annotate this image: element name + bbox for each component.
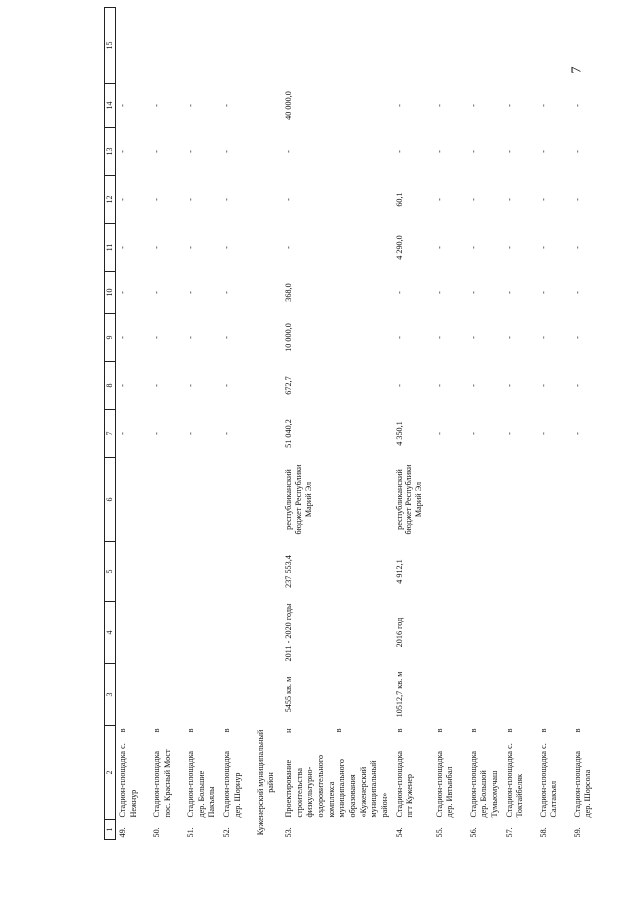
- type-marker: н в: [283, 728, 343, 733]
- value-col-14: -: [394, 150, 404, 153]
- type-marker: в: [118, 728, 127, 733]
- value-col-5: [537, 602, 571, 664]
- table-row: [571, 8, 605, 840]
- value-col-7: республиканский бюджет Республики Марий Эл: [394, 464, 424, 535]
- table-row: [184, 8, 220, 840]
- object-name: Стадион-площадка пос. Красный Мост: [152, 749, 172, 818]
- section-row: [254, 8, 282, 840]
- column-header-1: 1: [105, 820, 116, 840]
- row-number: 52.: [221, 827, 231, 838]
- value-col-11: -: [221, 291, 231, 294]
- object-name: Стадион-площадка пгт Куженер: [394, 750, 415, 818]
- value-col-4: [571, 664, 605, 726]
- row-number: 51.: [186, 827, 195, 838]
- value-col-5: [433, 602, 467, 664]
- empty-cell: [254, 84, 282, 128]
- row-number: 54.: [394, 827, 404, 838]
- value-col-14: -: [504, 150, 514, 153]
- value-col-10: -: [118, 336, 127, 339]
- table-row: [503, 8, 537, 840]
- value-col-6: [537, 542, 571, 602]
- value-col-9: -: [434, 384, 444, 387]
- value-col-12: -: [468, 246, 478, 249]
- value-col-6: [150, 542, 184, 602]
- value-col-4: [503, 664, 537, 726]
- row-number: 59.: [572, 827, 582, 838]
- spacer-cell: [537, 8, 571, 84]
- value-col-7: [116, 458, 151, 542]
- empty-cell: [254, 128, 282, 176]
- value-col-13: -: [434, 198, 444, 201]
- value-col-8: -: [186, 432, 195, 435]
- type-marker: в: [468, 728, 478, 733]
- value-col-5: [503, 602, 537, 664]
- value-col-8: -: [152, 432, 161, 435]
- empty-cell: [254, 602, 282, 664]
- column-header-9: 9: [105, 314, 116, 362]
- value-col-10: -: [221, 336, 231, 339]
- value-col-6: 4 912,1: [394, 559, 404, 584]
- value-col-11: -: [572, 291, 582, 294]
- value-col-7: республиканский бюджет Республики Марий Эл: [283, 464, 313, 535]
- value-col-6: [503, 542, 537, 602]
- value-col-13: -: [221, 198, 231, 201]
- value-col-6: [467, 542, 503, 602]
- value-col-13: -: [572, 198, 582, 201]
- value-col-4: [467, 664, 503, 726]
- value-col-11: -: [434, 291, 444, 294]
- value-col-7: [184, 458, 220, 542]
- table-row: [537, 8, 571, 840]
- value-col-7: [503, 458, 537, 542]
- spacer-cell: [571, 8, 605, 84]
- page-number: 7: [569, 66, 585, 74]
- object-name: Стадион-площадка с. Салтакъял: [538, 743, 559, 818]
- value-col-13: 60,1: [394, 192, 404, 207]
- value-col-9: -: [468, 384, 478, 387]
- value-col-12: -: [538, 246, 548, 249]
- value-col-9: -: [572, 384, 582, 387]
- value-col-9: -: [394, 384, 404, 387]
- spacer-cell: [220, 8, 254, 84]
- value-col-15: -: [468, 104, 478, 107]
- object-name: Стадион-площадка дер. Шорнур: [221, 750, 242, 818]
- row-number: 49.: [118, 827, 127, 838]
- empty-cell: [254, 176, 282, 224]
- value-col-6: [184, 542, 220, 602]
- object-name: Стадион-площадка с. Нежнур: [118, 743, 138, 818]
- value-col-11: -: [186, 291, 195, 294]
- object-name: Стадион-площадка с. Токтайбеляк: [504, 743, 525, 818]
- value-col-5: [150, 602, 184, 664]
- value-col-7: [150, 458, 184, 542]
- value-col-11: -: [504, 291, 514, 294]
- value-col-8: -: [468, 432, 478, 435]
- value-col-6: [220, 542, 254, 602]
- value-col-11: 368,0: [283, 283, 293, 302]
- spacer-cell: [433, 8, 467, 84]
- value-col-12: -: [118, 246, 127, 249]
- spacer-cell: [467, 8, 503, 84]
- table-row: [150, 8, 184, 840]
- value-col-10: -: [468, 336, 478, 339]
- column-header-14: 14: [105, 84, 116, 128]
- value-col-7: [467, 458, 503, 542]
- value-col-5: [184, 602, 220, 664]
- value-col-8: -: [572, 432, 582, 435]
- column-header-10: 10: [105, 272, 116, 314]
- value-col-10: -: [152, 336, 161, 339]
- value-col-13: -: [538, 198, 548, 201]
- row-number: 55.: [434, 827, 444, 838]
- table-row: [393, 8, 433, 840]
- empty-cell: [254, 664, 282, 726]
- value-col-11: -: [118, 291, 127, 294]
- table-row: [220, 8, 254, 840]
- value-col-8: -: [504, 432, 514, 435]
- value-col-9: -: [186, 384, 195, 387]
- value-col-15: -: [504, 104, 514, 107]
- object-name: Стадион-площадка дер. Большой Тумьюмучаш: [468, 750, 499, 818]
- value-col-15: -: [118, 104, 127, 107]
- value-col-12: -: [572, 246, 582, 249]
- empty-cell: [254, 314, 282, 362]
- object-name: Стадион-площадка дер. Большие Пакъялы: [186, 750, 217, 818]
- value-col-14: -: [572, 150, 582, 153]
- value-col-5: [220, 602, 254, 664]
- value-col-13: -: [283, 198, 293, 201]
- value-col-14: -: [186, 150, 195, 153]
- value-col-14: -: [468, 150, 478, 153]
- value-col-11: -: [538, 291, 548, 294]
- rotated-table-frame: [104, 10, 624, 840]
- value-col-9: -: [504, 384, 514, 387]
- empty-cell: [254, 8, 282, 84]
- value-col-9: 672,7: [283, 376, 293, 395]
- value-col-10: -: [394, 336, 404, 339]
- value-col-11: -: [394, 291, 404, 294]
- type-marker: в: [152, 728, 161, 733]
- row-number: 53.: [283, 827, 293, 838]
- value-col-4: [116, 664, 151, 726]
- value-col-10: -: [538, 336, 548, 339]
- value-col-9: -: [538, 384, 548, 387]
- value-col-12: -: [186, 246, 195, 249]
- value-col-4: [150, 664, 184, 726]
- column-header-2: 2: [105, 726, 116, 820]
- value-col-14: -: [221, 150, 231, 153]
- value-col-6: [433, 542, 467, 602]
- empty-cell: [254, 410, 282, 458]
- value-col-5: 2016 год: [394, 617, 404, 648]
- value-col-6: [116, 542, 151, 602]
- value-col-5: [467, 602, 503, 664]
- empty-cell: [254, 542, 282, 602]
- row-number: 56.: [468, 827, 478, 838]
- object-name: Проектирование строительства физкультурно-оздоровительного комплекса муниципального образования «Куженерский муниципальный район»: [283, 754, 389, 818]
- type-marker: в: [434, 728, 444, 733]
- value-col-13: -: [152, 198, 161, 201]
- value-col-7: [537, 458, 571, 542]
- value-col-12: -: [504, 246, 514, 249]
- value-col-4: [220, 664, 254, 726]
- empty-cell: [254, 362, 282, 410]
- value-col-10: -: [434, 336, 444, 339]
- value-col-12: -: [434, 246, 444, 249]
- value-col-4: [184, 664, 220, 726]
- value-col-12: -: [221, 246, 231, 249]
- table-row: [433, 8, 467, 840]
- value-col-10: 10 000,0: [283, 323, 293, 352]
- value-col-10: -: [572, 336, 582, 339]
- value-col-14: -: [118, 150, 127, 153]
- value-col-15: 40 000,0: [283, 91, 293, 120]
- value-col-8: -: [434, 432, 444, 435]
- value-col-5: [116, 602, 151, 664]
- value-col-8: -: [538, 432, 548, 435]
- value-col-4: 5455 кв. м: [283, 676, 293, 713]
- value-col-14: -: [434, 150, 444, 153]
- value-col-15: -: [152, 104, 161, 107]
- object-name: Стадион-площадка дер. Шорсола: [572, 750, 593, 818]
- value-col-9: -: [118, 384, 127, 387]
- column-header-3: 3: [105, 664, 116, 726]
- value-col-8: -: [221, 432, 231, 435]
- value-col-8: 4 350,1: [394, 421, 404, 446]
- value-col-15: -: [572, 104, 582, 107]
- value-col-14: -: [283, 150, 293, 153]
- value-col-8: -: [118, 432, 127, 435]
- value-col-11: -: [468, 291, 478, 294]
- column-header-row: [105, 8, 116, 840]
- value-col-9: -: [152, 384, 161, 387]
- type-marker: в: [504, 728, 514, 733]
- value-col-4: 10512,7 кв. м: [394, 671, 404, 718]
- value-col-4: [537, 664, 571, 726]
- type-marker: в: [221, 728, 231, 733]
- value-col-6: [571, 542, 605, 602]
- value-col-10: -: [186, 336, 195, 339]
- row-number: 50.: [152, 827, 161, 838]
- column-header-15: 15: [105, 8, 116, 84]
- row-number: 58.: [538, 827, 548, 838]
- spacer-cell: [116, 8, 151, 84]
- column-header-4: 4: [105, 602, 116, 664]
- value-col-15: -: [394, 104, 404, 107]
- value-col-12: 4 290,0: [394, 235, 404, 260]
- spacer-cell: [503, 8, 537, 84]
- spacer-cell: [282, 8, 393, 84]
- value-col-6: 237 553,4: [283, 555, 293, 588]
- value-col-7: [220, 458, 254, 542]
- table-row: [467, 8, 503, 840]
- value-col-13: -: [186, 198, 195, 201]
- value-col-13: -: [504, 198, 514, 201]
- row-number: 57.: [504, 827, 514, 838]
- spacer-cell: [184, 8, 220, 84]
- column-header-6: 6: [105, 458, 116, 542]
- type-marker: в: [572, 728, 582, 733]
- column-header-8: 8: [105, 362, 116, 410]
- type-marker: в: [394, 728, 404, 733]
- value-col-5: 2011 - 2020 годы: [283, 603, 293, 662]
- value-col-15: -: [434, 104, 444, 107]
- value-col-15: -: [186, 104, 195, 107]
- column-header-5: 5: [105, 542, 116, 602]
- empty-cell: [254, 272, 282, 314]
- value-col-14: -: [152, 150, 161, 153]
- value-col-13: -: [118, 198, 127, 201]
- value-col-9: -: [221, 384, 231, 387]
- column-header-11: 11: [105, 224, 116, 272]
- column-header-7: 7: [105, 410, 116, 458]
- empty-cell: [254, 224, 282, 272]
- value-col-12: -: [152, 246, 161, 249]
- value-col-13: -: [468, 198, 478, 201]
- column-header-13: 13: [105, 128, 116, 176]
- section-label: Куженерский муниципальный район: [255, 729, 275, 836]
- table-row: [116, 8, 151, 840]
- value-col-7: [571, 458, 605, 542]
- table-row: [282, 8, 393, 840]
- value-col-14: -: [538, 150, 548, 153]
- value-col-5: [571, 602, 605, 664]
- data-table: [104, 7, 605, 840]
- column-header-12: 12: [105, 176, 116, 224]
- empty-cell: [254, 458, 282, 542]
- value-col-15: -: [538, 104, 548, 107]
- value-col-8: 51 040,2: [283, 419, 293, 448]
- value-col-7: [433, 458, 467, 542]
- type-marker: в: [538, 728, 548, 733]
- type-marker: в: [186, 728, 195, 733]
- table-body: [116, 8, 605, 840]
- spacer-cell: [150, 8, 184, 84]
- value-col-10: -: [504, 336, 514, 339]
- value-col-12: -: [283, 246, 293, 249]
- object-name: Стадион-площадка дер. Ивтынбал: [434, 750, 455, 818]
- value-col-15: -: [221, 104, 231, 107]
- value-col-11: -: [152, 291, 161, 294]
- spacer-cell: [393, 8, 433, 84]
- value-col-4: [433, 664, 467, 726]
